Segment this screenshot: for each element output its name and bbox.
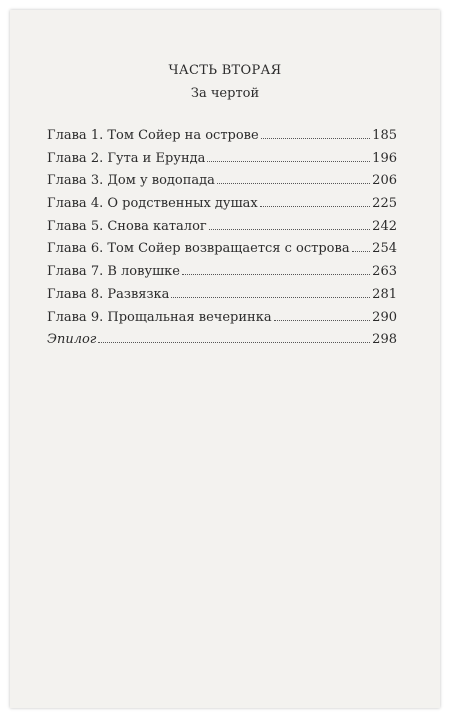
toc-entry-page: 290 (372, 309, 397, 325)
toc-entry-label: Глава 5. Снова каталог (47, 218, 207, 234)
toc-entry-page: 185 (372, 128, 397, 143)
table-of-contents (47, 128, 397, 332)
toc-entry-label: Глава 6. Том Сойер возвращается с острова (47, 241, 350, 257)
dot-leader (98, 342, 370, 343)
toc-entry-page: 281 (372, 286, 397, 302)
toc-entry-page: 196 (372, 150, 397, 166)
toc-entry-label: Глава 8. Развязка (47, 286, 170, 302)
toc-entry (47, 264, 397, 287)
toc-entry-page: 254 (372, 241, 397, 257)
toc-entry (47, 310, 397, 333)
dot-leader (274, 320, 371, 321)
part-title: ЧАСТЬ ВТОРАЯ (168, 63, 282, 78)
toc-entry-label: Глава 1. Том Сойер на острове (47, 128, 259, 143)
toc-entry-page: 206 (372, 173, 397, 189)
toc-entry-label: Глава 3. Дом у водопада (47, 173, 215, 189)
dot-leader (217, 183, 370, 184)
epilog-page: 298 (372, 332, 397, 347)
toc-entry-label: Глава 2. Гута и Ерунда (47, 150, 206, 166)
toc-entry (47, 196, 397, 219)
toc-entry-label: Глава 7. В ловушке (47, 264, 180, 280)
toc-entry (47, 128, 397, 151)
toc-entry (47, 219, 397, 242)
dot-leader (209, 229, 370, 230)
toc-entry-label: Глава 4. О родственных душах (47, 196, 258, 212)
toc-entry (47, 151, 397, 174)
dot-leader (182, 274, 370, 275)
toc-epilog-entry (47, 332, 397, 347)
toc-entry-label: Глава 9. Прощальная вечеринка (47, 309, 272, 325)
toc-entry-page: 225 (372, 196, 397, 212)
toc-entry-page: 263 (372, 264, 397, 280)
epilog-label: Эпилог (47, 332, 97, 347)
toc-entry (47, 173, 397, 196)
toc-entry-page: 242 (372, 218, 397, 234)
dot-leader (207, 161, 370, 162)
toc-entry (47, 287, 397, 310)
part-subtitle: За чертой (190, 86, 260, 101)
book-page (10, 10, 440, 708)
dot-leader (261, 138, 370, 139)
dot-leader (352, 251, 371, 252)
toc-entry (47, 241, 397, 264)
dot-leader (260, 206, 370, 207)
dot-leader (171, 297, 370, 298)
